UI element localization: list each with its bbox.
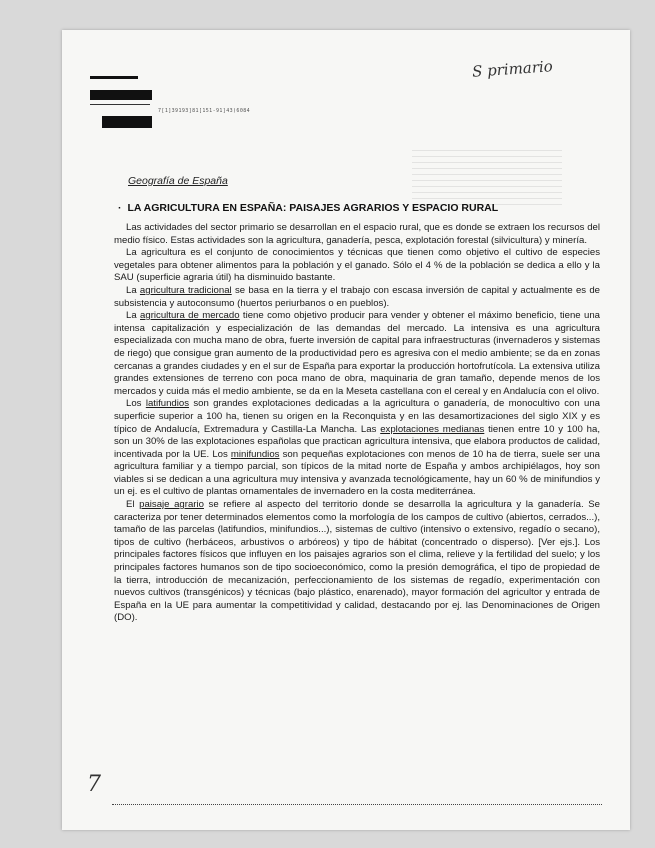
handwritten-note: S primario	[471, 57, 554, 81]
document-body	[114, 222, 600, 625]
term-latifundios: latifundios	[145, 398, 190, 410]
term-paisaje-agrario: paisaje agrario	[139, 499, 204, 511]
title-text: LA AGRICULTURA EN ESPAÑA: PAISAJES AGRARIOS Y ESPACIO RURAL	[127, 202, 499, 214]
term-minifundios: minifundios	[230, 448, 280, 460]
paragraph-agricultura-tradicional: La agricultura tradicional se basa en la tierra y el trabajo con escasa inversión de capital y actualmente es de subsistencia y autoconsumo (huertos periurbanos o en pueblos).	[114, 284, 600, 309]
paragraph-explotaciones: Los latifundios son grandes explotaciones dedicadas a la agricultura o ganadería, de monocultivo con una superficie superior a 100 ha, tienen su origen en la Reconquista y en las desamortizaciones del siglo XIX y es típico de Andalucía, Extremadura y Castilla-La Mancha. Las explotaciones medianas tienen entre 10 y 100 ha, son un 30% de las explotaciones españolas que practican agricultura intensiva, que elabora productos de calidad, incentivada por la UE. Los minifundios son pequeñas explotaciones con menos de 10 ha de tierra, suele ser una agricultura familiar y a tiempo parcial, son típicos de la mitad norte de España y ambos archipiélagos, hoy son viables si se dedican a una agricultura muy intensiva y avanzada tecnológicamente, hay un 60 % de minifundios y un ej. es el cultivo de plantas ornamentales de invernadero en la costa mediterránea.	[114, 398, 601, 498]
document-code: 7[1]39193]81[151-91]43)6084	[158, 108, 251, 114]
redaction-bar-1	[90, 76, 138, 79]
paragraph-agricultura: La agricultura es el conjunto de conocimientos y técnicas que tienen como objetivo el cultivo de especies vegetales para obtener alimentos para la población y el ganado. Sólo el 4 % de la población se dedica a ello y la SAU (superficie agraria útil) ha disminuido bastante.	[114, 247, 600, 284]
document-title: · LA AGRICULTURA EN ESPAÑA: PAISAJES AGRARIOS Y ESPACIO RURAL	[118, 202, 499, 214]
bleed-through-text	[412, 150, 562, 210]
document-page	[62, 30, 630, 830]
paragraph-sector-primario: Las actividades del sector primario se desarrollan en el espacio rural, que es donde se extraen los recursos del medio físico. Estas actividades son la agricultura, ganadería, pesca, explotación forestal (silvicultura) y minería.	[114, 222, 600, 246]
term-explotaciones-medianas: explotaciones medianas	[380, 423, 485, 435]
footer-dotted-line	[112, 804, 602, 807]
redaction-bar-2	[90, 90, 152, 100]
term-agricultura-tradicional: agricultura tradicional	[139, 284, 232, 296]
header-line	[90, 104, 150, 105]
paragraph-paisaje-agrario: El paisaje agrario se refiere al aspecto del territorio donde se desarrolla la agricultura y la ganadería. Se caracteriza por tener determinados elementos como la morfología de los campos de cultivo (abiertos, cerrados...), tamaño de las parcelas (latifundios, minifundios...), sistemas de cultivo (intensivo o extensivo, regadío o secano), tipos de cultivo (herbáceos, arbustivos o arbóreos) y tipo de hábitat (concentrado o disperso). [Ver ejs.]. Los principales factores físicos que influyen en los paisajes agrarios son el clima, relieve y la fertilidad del suelo; y los principales factores humanos son de tipo socioeconómico, como la presión demográfica, el tipo de propiedad de la tierra, introducción de mecanización, perfeccionamiento de los sistemas de regadío, experimentación con nuevos cultivos (transgénicos) y técnicas (bajo plástico, enarenado), mayor formación del agricultor y entrada de España en la UE para aumentar la competitividad y calidad, destacando por ej. las Denominaciones de Origen (DO).	[114, 499, 600, 624]
subject-heading: Geografía de España	[128, 175, 228, 187]
paragraph-agricultura-mercado: La agricultura de mercado tiene como objetivo producir para vender y obtener el máximo beneficio, tiene una intensa capitalización y especialización de las demandas del mercado. La intensiva es una agricultura especializada con mucha mano de obra, fuerte inversión de capital para infraestructuras (invernaderos y sistemas de riego) que consigue gran aumento de la productividad pero es agresiva con el medio ambiente; se da en zonas cercanas a grandes ciudades y en el sur de España para exportar la producción hortofrutícola. La extensiva utiliza grandes extensiones de terreno con poca mano de obra, maquinaria de gran tamaño, depende menos de los mercados y cuida más el medio ambiente, se da en la Meseta castellana con el cereal y en Andalucía con el olivo.	[114, 310, 600, 397]
page-number: 7	[87, 772, 101, 797]
term-agricultura-mercado: agricultura de mercado	[140, 310, 240, 322]
redaction-bar-3	[102, 116, 152, 128]
